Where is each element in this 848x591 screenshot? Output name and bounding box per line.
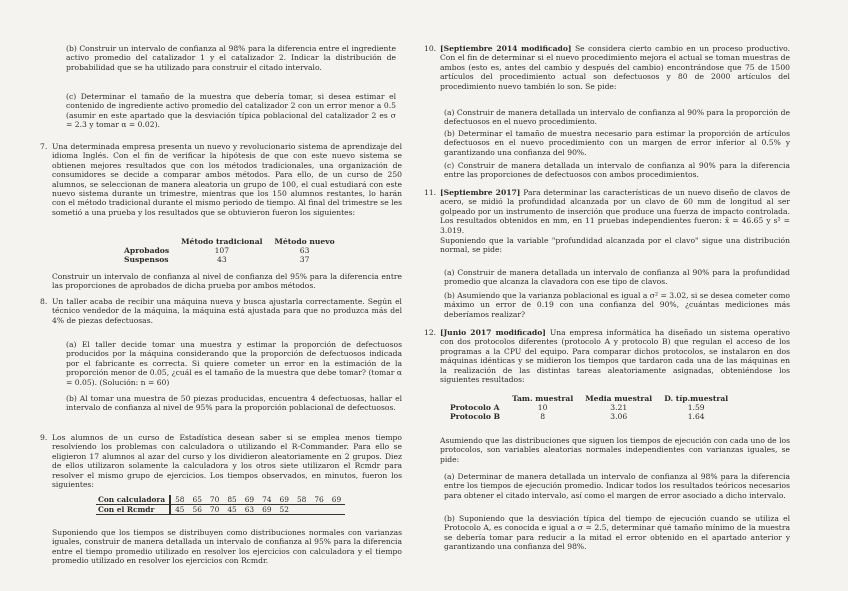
table-header-traditional: Método tradicional: [181, 237, 263, 246]
item-10-heading: [Septiembre 2014 modificado]: [440, 44, 572, 53]
table-row: Suspensos 43 37: [124, 255, 310, 265]
item-6c: (c) Determinar el tamaño de la muestra que debería tomar, si desea estimar el contenido de ingrediente activo promedio del catalizador 2 con un error menor a 0.5 (asumir en este apartado que la desviación típica poblacional del catalizador 2 es σ = 2.3 y tomar α = 0.02).: [66, 92, 396, 130]
item-12-heading: [Junio 2017 modificado]: [440, 328, 546, 337]
item-10-number: 10.: [424, 44, 437, 53]
item-12-text: [Junio 2017 modificado] Una empresa informática ha diseñado un sistema operativo con dos protocolos diferentes (protocolo A y protocolo B) que regulan el acceso de los programas a la CPU del equipo. Para comparar dichos protocolos, se instalaron en dos máquinas idénticas y se midieron los tiempos que tardaron cada una de las máquinas en la realización de las distintas tareas aleatoriamente asignadas, obteniéndose los siguientes resultados:: [440, 328, 790, 385]
item-11-number: 11.: [424, 188, 437, 197]
table-row: Con el Rcmdr 45 56 70 45 63 69 52: [96, 505, 345, 515]
item-8-number: 8.: [40, 297, 48, 306]
item-10-text: [Septiembre 2014 modificado] Se considera cierto cambio en un proceso productivo. Con el fin de determinar si el nuevo procedimiento mejora el actual se toman muestras de ambos (esto es, antes del cambio y después del cambio) encontrándose que 75 de 1500 artículos del procedimiento actual son defectuosos y 80 de 2000 artículos del procedimiento nuevo también lo son. Se pide:: [440, 44, 790, 91]
protocol-table: [450, 394, 734, 422]
table-header-sample-size: Tam. muestral: [512, 394, 574, 403]
times-table: [96, 495, 345, 515]
item-12-number: 12.: [424, 328, 437, 337]
item-7-text: Una determinada empresa presenta un nuevo y revolucionario sistema de aprendizaje del idioma Inglés. Con el fin de verificar la hipótesis de que con este nuevo sistema se obtienen mejores resultados que con los métodos tradicionales, una organización de consumidores se decide a comparar ambos métodos. Para ello, de un curso de 250 alumnos, se seleccionan de manera aleatoria un grupo de 100, el cual estudiará con este nuevo sistema durante un trimestre, mientras que los 150 alumnos restantes, lo harán con el método tradicional durante el mismo periodo de tiempo. Al final del trimestre se les sometió a una prueba y los resultados que se obtuvieron fueron los siguientes:: [52, 142, 402, 217]
table-header-sample-sd: D. típ.muestral: [664, 394, 729, 403]
item-12-assumption: Asumiendo que las distribuciones que siguen los tiempos de ejecución con cada uno de los protocolos, son variables aleatorias normales independientes con varianzas iguales, se pide:: [440, 436, 790, 464]
table-row: Protocolo A 10 3.21 1.59: [450, 403, 705, 413]
item-6b: (b) Construir un intervalo de confianza al 98% para la diferencia entre el ingrediente activo promedio del catalizador 1 y el catalizador 2. Indicar la distribución de probabilidad que se ha utilizado para construir el citado intervalo.: [66, 44, 396, 72]
item-9-text: Los alumnos de un curso de Estadística desean saber si se emplea menos tiempo resolviendo los problemas con calculadora o utilizando el R-Commander. Para ello se eligieron 17 alumnos al azar del curso y los dividieron aleatoriamente en 2 grupos. Diez de ellos utilizaron solamente la calculadora y los otros siete utilizaron el Rcmdr para resolver el mismo grupo de ejercicios. Los tiempos observados, en minutos, fueron los siguientes:: [52, 433, 402, 490]
item-11b: (b) Asumiendo que la varianza poblacional es igual a σ² = 3.02, si se desea cometer como máximo un error de 0.19 con una confianza del 90%, ¿cuántas mediciones más deberíamos realizar?: [444, 291, 790, 319]
table-header-sample-mean: Media muestral: [585, 394, 653, 403]
item-11-heading: [Septiembre 2017]: [440, 188, 521, 197]
item-10a: (a) Construir de manera detallada un intervalo de confianza al 90% para la proporción de defectuosos en el nuevo procedimiento.: [444, 108, 790, 127]
item-12a: (a) Determinar de manera detallada un intervalo de confianza al 98% para la diferencia entre los tiempos de ejecución promedio. Indicar todos los resultados teóricos necesarios para obtener el citado intervalo, así como el margen de error asociado a dicho intervalo.: [444, 472, 790, 500]
item-8a: (a) El taller decide tomar una muestra y estimar la proporción de defectuosos producidos por la máquina considerando que la proporción de defectuosos indicada por el fabricante es correcta. Si quiere cometer un error en la estimación de la proporción menor de 0.05, ¿cuál es el tamaño de la muestra que debe tomar? (tomar α = 0.05). (Solución: n = 60): [66, 340, 402, 387]
item-8b: (b) Al tomar una muestra de 50 piezas producidas, encuentra 4 defectuosas, hallar el intervalo de confianza al nivel de 95% para la proporción poblacional de defectuosos.: [66, 394, 402, 413]
results-table: [124, 237, 341, 265]
table-header-new: Método nuevo: [274, 237, 335, 246]
table-row: Aprobados 107 63: [124, 246, 310, 256]
table-row: Con calculadora 58 65 70 85 69 74 69 58 76 69: [96, 495, 345, 505]
table-row: Protocolo B 8 3.06 1.64: [450, 412, 705, 422]
item-8-text: Un taller acaba de recibir una máquina nueva y busca ajustarla correctamente. Según el técnico vendedor de la máquina, la máquina está ajustada para que no produzca más del 4% de piezas defectuosas.: [52, 297, 402, 325]
item-7-number: 7.: [40, 142, 48, 151]
item-11-text: [Septiembre 2017] Para determinar las características de un nuevo diseño de clavos de acero, se midió la profundidad alcanzada por un clavo de 60 mm de longitud al ser golpeado por un instrumento de inserción que produce una fuerza de impacto controlada. Los resultados obtenidos en mm, en 11 pruebas independientes fueron: x̄ = 46.65 y s² = 3.019.: [440, 188, 790, 235]
item-11a: (a) Construir de manera detallada un intervalo de confianza al 90% para la profundidad promedio que alcanza la clavadora con ese tipo de clavos.: [444, 268, 790, 287]
item-9-number: 9.: [40, 433, 48, 442]
item-10b: (b) Determinar el tamaño de muestra necesario para estimar la proporción de artículos defectuosos en el nuevo procedimiento con un margen de error inferior al 0.5% y garantizando una confianza del 90%.: [444, 129, 790, 157]
item-12b: (b) Suponiendo que la desviación típica del tiempo de ejecución cuando se utiliza el Protocolo A, es conocida e igual a σ = 2.5, determinar qué tamaño mínimo de la muestra se debería tomar para reducir a la mitad el error obtenido en el apartado anterior y garantizando una confianza del 98%.: [444, 514, 790, 552]
item-9-question: Suponiendo que los tiempos se distribuyen como distribuciones normales con varianzas iguales, construir de manera detallada un intervalo de confianza al 95% para la diferencia entre el tiempo promedio utilizado en resolver los ejercicios con calculadora y el tiempo promedio utilizado en resolver los ejercicios con Rcmdr.: [52, 528, 402, 566]
item-11-intro: Suponiendo que la variable "profundidad alcanzada por el clavo" sigue una distribución normal, se pide:: [440, 236, 790, 255]
item-10c: (c) Construir de manera detallada un intervalo de confianza al 90% para la diferencia entre las proporciones de defectuosos con ambos procedimientos.: [444, 161, 790, 180]
item-7-question: Construir un intervalo de confianza al nivel de confianza del 95% para la diferencia entre las proporciones de aprobados de dicha prueba por ambos métodos.: [52, 272, 402, 291]
